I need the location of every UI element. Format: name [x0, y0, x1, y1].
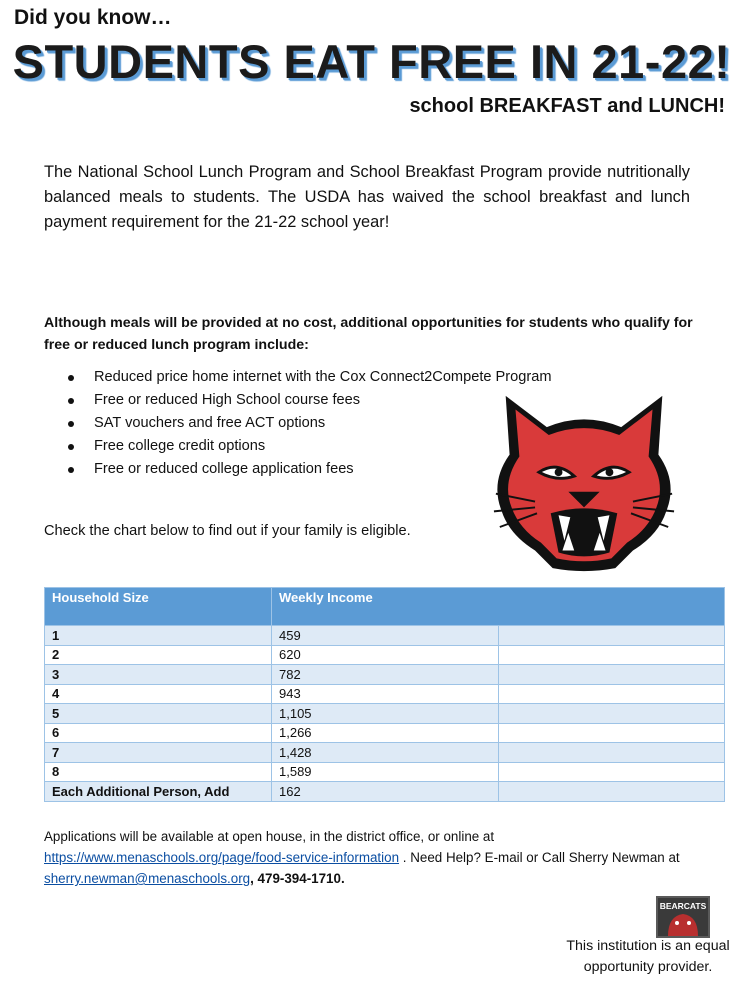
empty-cell	[499, 684, 725, 704]
weekly-income-cell: 782	[272, 665, 499, 685]
food-service-link[interactable]: https://www.menaschools.org/page/food-service-information	[44, 850, 400, 865]
household-size-cell: 4	[45, 684, 272, 704]
household-size-cell: Each Additional Person, Add	[45, 782, 272, 802]
list-item: Free college credit options	[44, 435, 552, 458]
household-size-cell: 8	[45, 762, 272, 782]
headline: STUDENTS EAT FREE IN 21-22!	[12, 35, 731, 88]
table-row	[45, 782, 725, 802]
weekly-income-cell: 1,266	[272, 723, 499, 743]
bearcat-mascot-logo	[486, 388, 682, 574]
weekly-income-cell: 620	[272, 645, 499, 665]
weekly-income-cell: 1,589	[272, 762, 499, 782]
empty-cell	[499, 782, 725, 802]
kicker-text: Did you know…	[14, 6, 172, 29]
empty-cell	[499, 645, 725, 665]
table-row	[45, 762, 725, 782]
household-size-cell: 6	[45, 723, 272, 743]
badge-text: BEARCATS	[659, 901, 707, 911]
chart-note: Check the chart below to find out if your family is eligible.	[44, 523, 411, 539]
table-row	[45, 704, 725, 724]
table-row	[45, 665, 725, 685]
email-link[interactable]: sherry.newman@menaschools.org	[44, 871, 251, 886]
empty-cell	[499, 762, 725, 782]
list-item: Free or reduced college application fees	[44, 458, 552, 481]
list-item: Free or reduced High School course fees	[44, 389, 552, 412]
column-header-weekly-income: Weekly Income	[272, 588, 725, 626]
subheadline: school BREAKFAST and LUNCH!	[409, 95, 725, 117]
weekly-income-cell: 1,105	[272, 704, 499, 724]
empty-cell	[499, 704, 725, 724]
weekly-income-cell: 459	[272, 626, 499, 646]
column-header-household-size: Household Size	[45, 588, 272, 626]
weekly-income-cell: 943	[272, 684, 499, 704]
application-text: Applications will be available at open house, in the district office, or online at	[44, 829, 495, 844]
empty-cell	[499, 743, 725, 763]
list-item: Reduced price home internet with the Cox Connect2Compete Program	[44, 366, 552, 389]
intro-paragraph: The National School Lunch Program and School Breakfast Program provide nutritionally balanced meals to students. The USDA has waived the school breakfast and lunch payment requirement for the 21-22 school year!	[44, 163, 690, 231]
household-size-cell: 1	[45, 626, 272, 646]
table-row	[45, 743, 725, 763]
empty-cell	[499, 626, 725, 646]
bearcats-badge-logo	[656, 896, 710, 938]
empty-cell	[499, 665, 725, 685]
list-item: SAT vouchers and free ACT options	[44, 412, 552, 435]
table-row	[45, 684, 725, 704]
application-info	[44, 826, 684, 889]
weekly-income-cell: 1,428	[272, 743, 499, 763]
household-size-cell: 2	[45, 645, 272, 665]
household-size-cell: 7	[45, 743, 272, 763]
qualify-note: Although meals will be provided at no cost, additional opportunities for students who qualify for free or reduced lunch program include:	[44, 315, 693, 353]
weekly-income-cell: 162	[272, 782, 499, 802]
household-size-cell: 5	[45, 704, 272, 724]
table-row	[45, 626, 725, 646]
table-row	[45, 723, 725, 743]
empty-cell	[499, 723, 725, 743]
help-text: . Need Help? E-mail or Call Sherry Newman at	[402, 850, 680, 865]
phone-text: , 479-394-1710.	[250, 871, 345, 886]
table-row	[45, 645, 725, 665]
benefits-list	[44, 366, 552, 481]
equal-opportunity-statement: This institution is an equal opportunity provider.	[566, 938, 730, 975]
household-size-cell: 3	[45, 665, 272, 685]
income-eligibility-table	[44, 587, 725, 802]
